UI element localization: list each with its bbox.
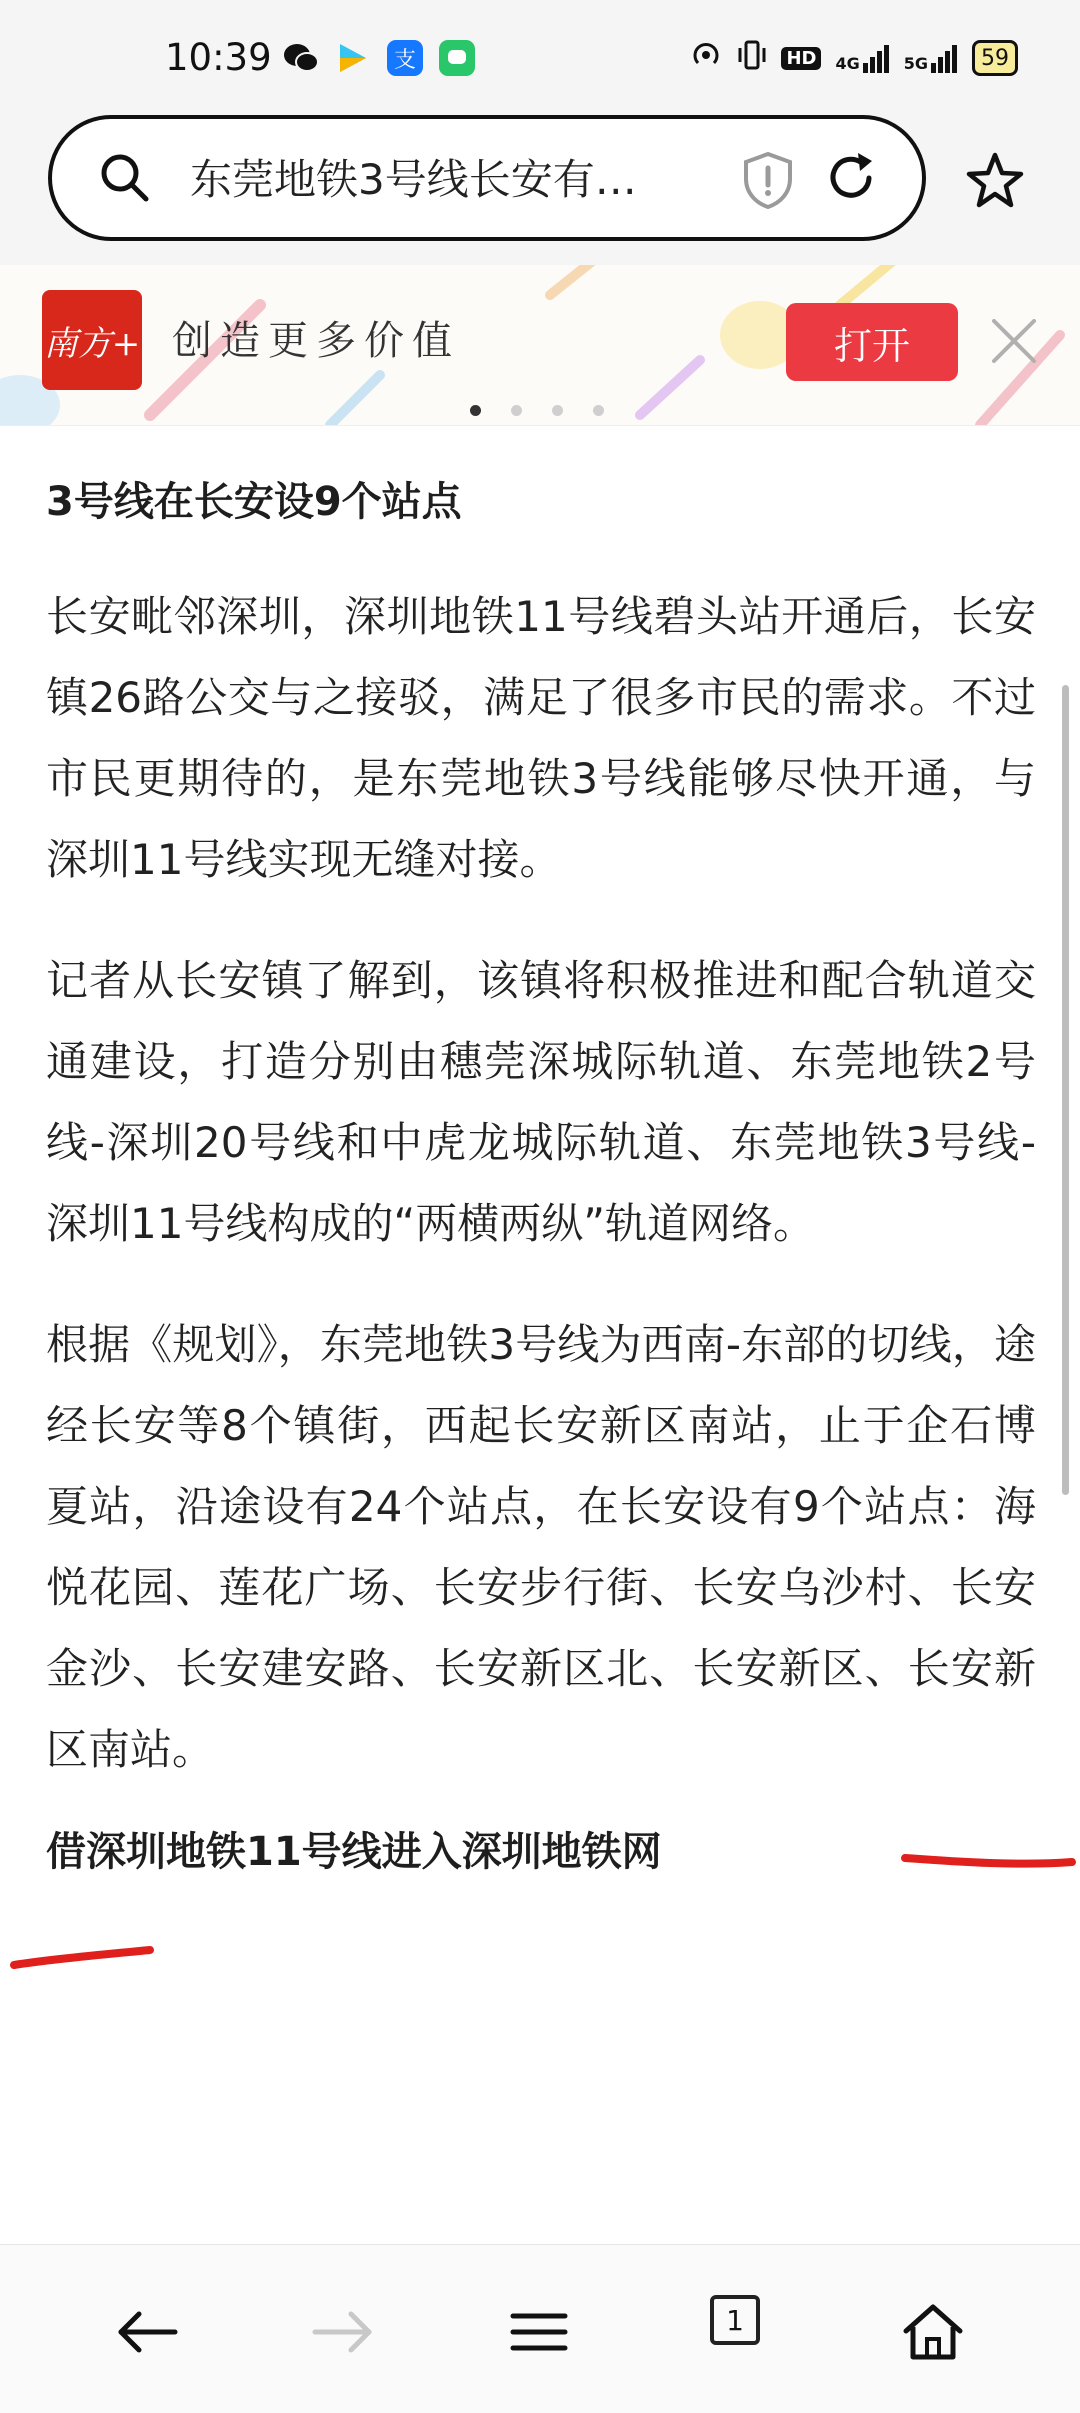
carousel-dots xyxy=(470,405,604,416)
vibrate-icon xyxy=(737,38,767,78)
search-icon xyxy=(98,151,150,203)
article-paragraph: 长安毗邻深圳，深圳地铁11号线碧头站开通后，长安镇26路公交与之接驳，满足了很多市民的需求。不过市民更期待的，是东莞地铁3号线能够尽快开通，与深圳11号线实现无缝对接。 xyxy=(46,592,1036,884)
signal-4g-icon: 4G xyxy=(835,43,889,73)
address-text[interactable]: 东莞地铁3号线长安有… xyxy=(190,155,637,204)
alipay-icon: 支 xyxy=(387,40,423,76)
carousel-dot xyxy=(593,405,604,416)
carousel-dot xyxy=(552,405,563,416)
tab-switcher-button[interactable]: 1 xyxy=(710,2295,760,2345)
status-bar xyxy=(0,0,1080,110)
address-bar[interactable] xyxy=(48,115,926,241)
article-paragraph: 记者从长安镇了解到，该镇将积极推进和配合轨道交通建设，打造分别由穗莞深城际轨道、东莞地铁2号线-深圳20号线和中虎龙城际轨道、东莞地铁3号线-深圳11号线构成的“两横两纵”轨道网络。 xyxy=(46,956,1036,1248)
play-icon xyxy=(335,40,371,76)
status-app-icons xyxy=(283,40,475,76)
signal-5g-icon: 5G xyxy=(904,43,958,73)
section-heading: 3号线在长安设9个站点 xyxy=(46,479,462,525)
banner-slogan: 创造更多价值 xyxy=(172,318,460,364)
status-indicators xyxy=(689,38,1018,78)
nanfang-plus-logo: 南方+ xyxy=(42,290,142,390)
hd-badge: HD xyxy=(781,47,821,70)
wechat-icon xyxy=(283,40,319,76)
carousel-dot xyxy=(511,405,522,416)
bottom-navigation xyxy=(0,2244,1080,2413)
menu-icon[interactable] xyxy=(504,2297,574,2367)
close-icon[interactable] xyxy=(988,315,1040,367)
open-app-button[interactable]: 打开 xyxy=(786,303,958,381)
reload-icon[interactable] xyxy=(822,149,880,207)
home-icon[interactable] xyxy=(898,2297,968,2367)
browser-toolbar xyxy=(0,110,1080,265)
carousel-dot xyxy=(470,405,481,416)
article-body xyxy=(46,425,1036,1912)
shield-icon[interactable] xyxy=(742,151,794,209)
battery-indicator: 59 xyxy=(972,40,1018,76)
status-time: 10:39 xyxy=(165,36,272,79)
hotspot-icon xyxy=(689,38,723,78)
bookmark-star-icon[interactable] xyxy=(964,150,1026,212)
section-heading: 借深圳地铁11号线进入深圳地铁网 xyxy=(46,1829,662,1875)
forward-arrow-icon[interactable] xyxy=(308,2297,378,2367)
back-arrow-icon[interactable] xyxy=(112,2297,182,2367)
article-paragraph: 根据《规划》，东莞地铁3号线为西南-东部的切线，途经长安等8个镇街，西起长安新区南站，止于企石博夏站，沿途设有24个站点，在长安设有9个站点：海悦花园、莲花广场、长安步行街、长安乌沙村、长安金沙、长安建安路、长安新区北、长安新区、长安新区南站。 xyxy=(46,1320,1036,1774)
app-promo-banner[interactable] xyxy=(0,265,1080,426)
chat-bubble-icon xyxy=(439,40,475,76)
scrollbar-thumb[interactable] xyxy=(1062,685,1069,1495)
